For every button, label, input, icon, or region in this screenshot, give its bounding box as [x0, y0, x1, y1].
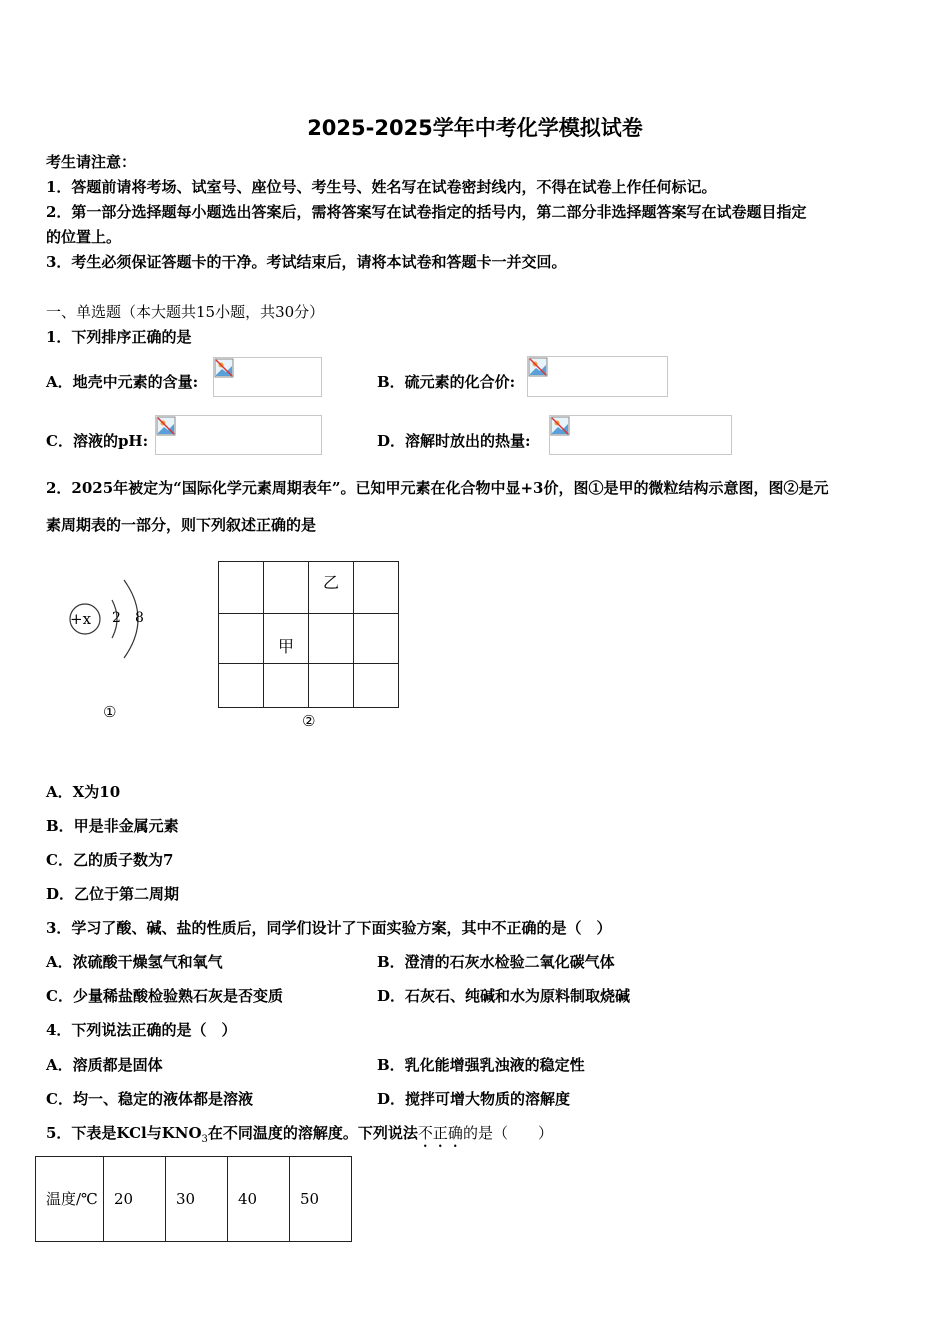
q3-option-c: C．少量稀盐酸检验熟石灰是否变质 [46, 987, 283, 1005]
page-title: 2025-2025学年中考化学模拟试卷 [307, 116, 643, 140]
table-cell [354, 614, 399, 664]
table-cell [219, 664, 264, 708]
q2-option-a: A．X为10 [46, 783, 121, 801]
table-cell [264, 664, 309, 708]
shell1-electrons: 2 [112, 610, 121, 626]
table-cell [309, 614, 354, 664]
q5-stem-mid: 在不同温度的溶解度。下列说法 [207, 1124, 418, 1142]
element-jia-cell: 甲 [264, 614, 309, 664]
table-header-cell: 温度/℃ [36, 1157, 104, 1242]
table-row [36, 1157, 352, 1242]
q5-stem [46, 1123, 553, 1151]
q5-stem-subscript: 3 [201, 1134, 208, 1145]
q4-option-d: D．搅拌可增大物质的溶解度 [377, 1090, 571, 1108]
table-header-cell: 30 [166, 1157, 228, 1242]
q2-stem-line1: 2．2025年被定为“国际化学元素周期表年”。已知甲元素在化合物中显+3价，图①是甲的微粒结构示意图，图②是元 [46, 479, 829, 497]
nucleus-label: +x [70, 610, 92, 628]
q5-stem-emphasis: 不正确 [417, 1124, 463, 1142]
table-cell [354, 562, 399, 614]
table-cell [264, 562, 309, 614]
periodic-table-fragment [218, 561, 399, 708]
q3-stem: 3．学习了酸、碱、盐的性质后，同学们设计了下面实验方案，其中不正确的是（ ） [46, 919, 612, 937]
element-yi-cell: 乙 [309, 562, 354, 614]
notice-item-3: 3．考生必须保证答题卡的干净。考试结束后，请将本试卷和答题卡一并交回。 [46, 253, 567, 271]
q5-stem-pre: 5．下表是KCl与KNO [46, 1124, 202, 1142]
broken-image-icon [214, 358, 234, 378]
q1-option-d: D．溶解时放出的热量: [377, 432, 531, 450]
q1-b-image [527, 356, 668, 397]
q1-stem: 1．下列排序正确的是 [46, 328, 192, 346]
broken-image-icon [528, 357, 548, 377]
notice-heading: 考生请注意： [46, 153, 137, 171]
q1-c-image [155, 415, 322, 455]
q1-option-b: B．硫元素的化合价: [377, 373, 516, 391]
table-header-cell: 20 [104, 1157, 166, 1242]
table-cell [309, 664, 354, 708]
figure1-label: ① [103, 703, 117, 721]
table-header-cell: 40 [228, 1157, 290, 1242]
q3-option-b: B．澄清的石灰水检验二氧化碳气体 [377, 953, 615, 971]
table-cell [219, 614, 264, 664]
shell2-electrons: 8 [135, 610, 144, 626]
q4-option-c: C．均一、稳定的液体都是溶液 [46, 1090, 253, 1108]
q5-stem-post: 的是（ ） [462, 1124, 553, 1142]
figure2-label: ② [302, 712, 316, 730]
notice-item-2-cont: 的位置上。 [46, 228, 122, 246]
table-cell [219, 562, 264, 614]
q1-a-image [213, 357, 322, 397]
table-row [219, 614, 399, 664]
q1-d-image [549, 415, 732, 455]
table-row [219, 664, 399, 708]
section-heading: 一、单选题（本大题共15小题，共30分） [46, 303, 325, 321]
q3-option-a: A．浓硫酸干燥氢气和氧气 [46, 953, 223, 971]
q2-stem-line2: 素周期表的一部分，则下列叙述正确的是 [46, 516, 317, 534]
q1-option-c: C．溶液的pH: [46, 432, 149, 450]
broken-image-icon [156, 416, 176, 436]
q4-stem: 4．下列说法正确的是（ ） [46, 1021, 237, 1039]
q2-option-b: B．甲是非金属元素 [46, 817, 179, 835]
table-row [219, 562, 399, 614]
q1-option-a: A．地壳中元素的含量: [46, 373, 199, 391]
q3-option-d: D．石灰石、纯碱和水为原料制取烧碱 [377, 987, 631, 1005]
broken-image-icon [550, 416, 570, 436]
q2-option-c: C．乙的质子数为7 [46, 851, 174, 869]
solubility-table [35, 1156, 352, 1242]
table-header-cell: 50 [290, 1157, 352, 1242]
table-cell [354, 664, 399, 708]
q4-option-b: B．乳化能增强乳浊液的稳定性 [377, 1056, 585, 1074]
q4-option-a: A．溶质都是固体 [46, 1056, 163, 1074]
notice-item-2: 2．第一部分选择题每小题选出答案后，需将答案写在试卷指定的括号内，第二部分非选择题答案写在试卷题目指定 [46, 203, 807, 221]
notice-item-1: 1．答题前请将考场、试室号、座位号、考生号、姓名写在试卷密封线内，不得在试卷上作任何标记。 [46, 178, 717, 196]
q2-option-d: D．乙位于第二周期 [46, 885, 180, 903]
